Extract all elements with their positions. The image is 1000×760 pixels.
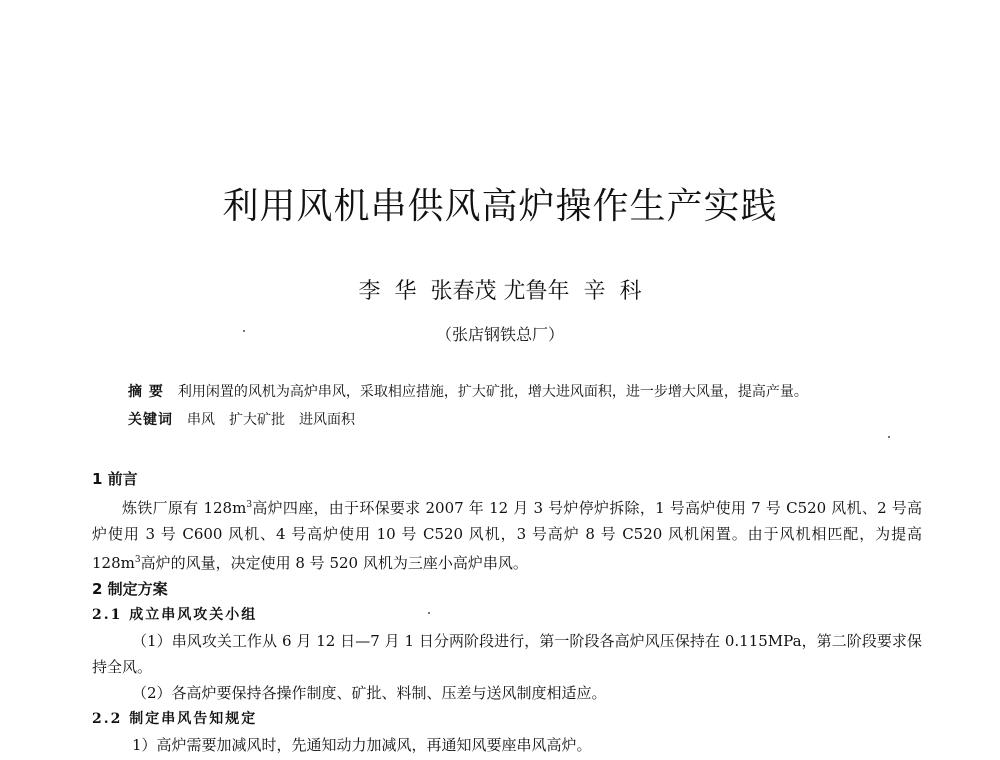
keywords-label: 关键词 (128, 412, 173, 428)
paragraph-text: 高炉的风量，决定使用 8 号 520 风机为三座小高炉串风。 (140, 554, 528, 572)
list-item: （1）串风攻关工作从 6 月 12 日—7 月 1 日分两阶段进行，第一阶段各高炉风压保持在 0.115MPa，第二阶段要求保持全风。 (92, 632, 922, 676)
scan-speck (428, 612, 430, 614)
keyword: 进风面积 (299, 412, 355, 428)
author-list: 李 华 张春茂 尤鲁年 辛 科 (358, 279, 642, 304)
section-heading: 1 前言 (92, 470, 138, 488)
paragraph-text: 高炉四座，由于环保要求 2007 年 12 月 3 号炉停炉拆除，1 号高炉使用 7 号 C520 风机、2 号高炉使用 3 号 C600 风机、4 号高炉使用 10 号 C520 风机，3 号高炉 8 号 C520 风机闲置。由于风机相匹配，为提高 128m (92, 499, 923, 572)
scan-speck (243, 330, 245, 332)
paragraph-text: 炼铁厂原有 128m (122, 499, 247, 517)
list-item: 1）高炉需要加减风时，先通知动力加减风，再通知风要座串风高炉。 (132, 736, 592, 754)
subsection-heading: 2.1 成立串风攻关小组 (92, 607, 258, 623)
paper-title: 利用风机串供风高炉操作生产实践 (222, 186, 778, 227)
section-1 (92, 466, 922, 758)
abstract (128, 380, 808, 404)
keyword: 串风 (187, 412, 215, 428)
keywords (128, 408, 355, 432)
abstract-label: 摘 要 (128, 384, 164, 400)
superscript: 3 (246, 500, 253, 510)
abstract-text: 利用闲置的风机为高炉串风，采取相应措施，扩大矿批，增大进风面积，进一步增大风量，提高产量。 (177, 384, 808, 400)
scan-speck (888, 436, 890, 438)
list-item: （2）各高炉要保持各操作制度、矿批、料制、压差与送风制度相适应。 (132, 684, 607, 702)
keyword: 扩大矿批 (229, 412, 285, 428)
affiliation: （张店钢铁总厂） (435, 325, 564, 344)
subsection-heading: 2.2 制定串风告知规定 (92, 711, 258, 727)
body-paragraph (92, 492, 922, 576)
section-heading: 2 制定方案 (92, 580, 168, 598)
superscript: 3 (134, 555, 141, 565)
